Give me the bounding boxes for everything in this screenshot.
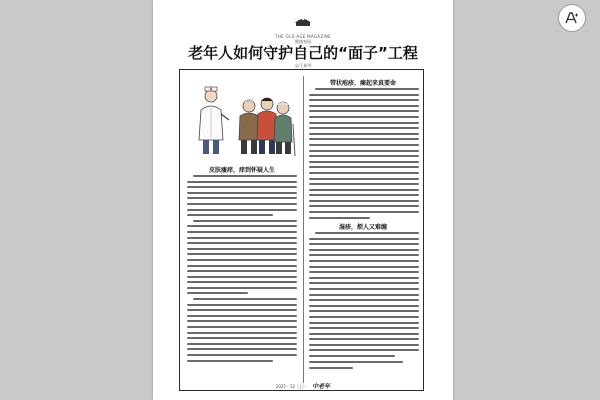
article-title: 老年人如何守护自己的“面子”工程 bbox=[188, 44, 418, 62]
masthead bbox=[153, 14, 453, 44]
masthead-tag: 健康家园 bbox=[295, 39, 311, 44]
column-divider bbox=[303, 76, 304, 383]
section-heading-eczema: 湿疹，烦人又难缠 bbox=[338, 224, 387, 231]
magazine-logo-icon bbox=[291, 14, 315, 30]
doctor-and-elderly-illustration bbox=[189, 80, 297, 160]
reader-mode-button[interactable] bbox=[558, 4, 586, 32]
magazine-page bbox=[153, 0, 453, 400]
section-body-shingles bbox=[309, 88, 419, 222]
issue-date: 2025 · 12（上） bbox=[275, 384, 307, 389]
footer-brand: 中老年 bbox=[312, 383, 331, 390]
section-heading-shingles: 带状疱疹，痛起来真要命 bbox=[329, 80, 396, 87]
section-body-itching bbox=[187, 175, 297, 365]
article-byline: 文/王新华 bbox=[294, 63, 312, 68]
section-heading-itching: 皮肤瘙痒，痒到怀疑人生 bbox=[208, 167, 275, 174]
section-body-eczema bbox=[309, 232, 419, 372]
reader-mode-icon bbox=[564, 10, 580, 26]
masthead-subtitle: THE OLD AGE MAGAZINE bbox=[275, 34, 331, 39]
page-footer bbox=[153, 381, 453, 390]
